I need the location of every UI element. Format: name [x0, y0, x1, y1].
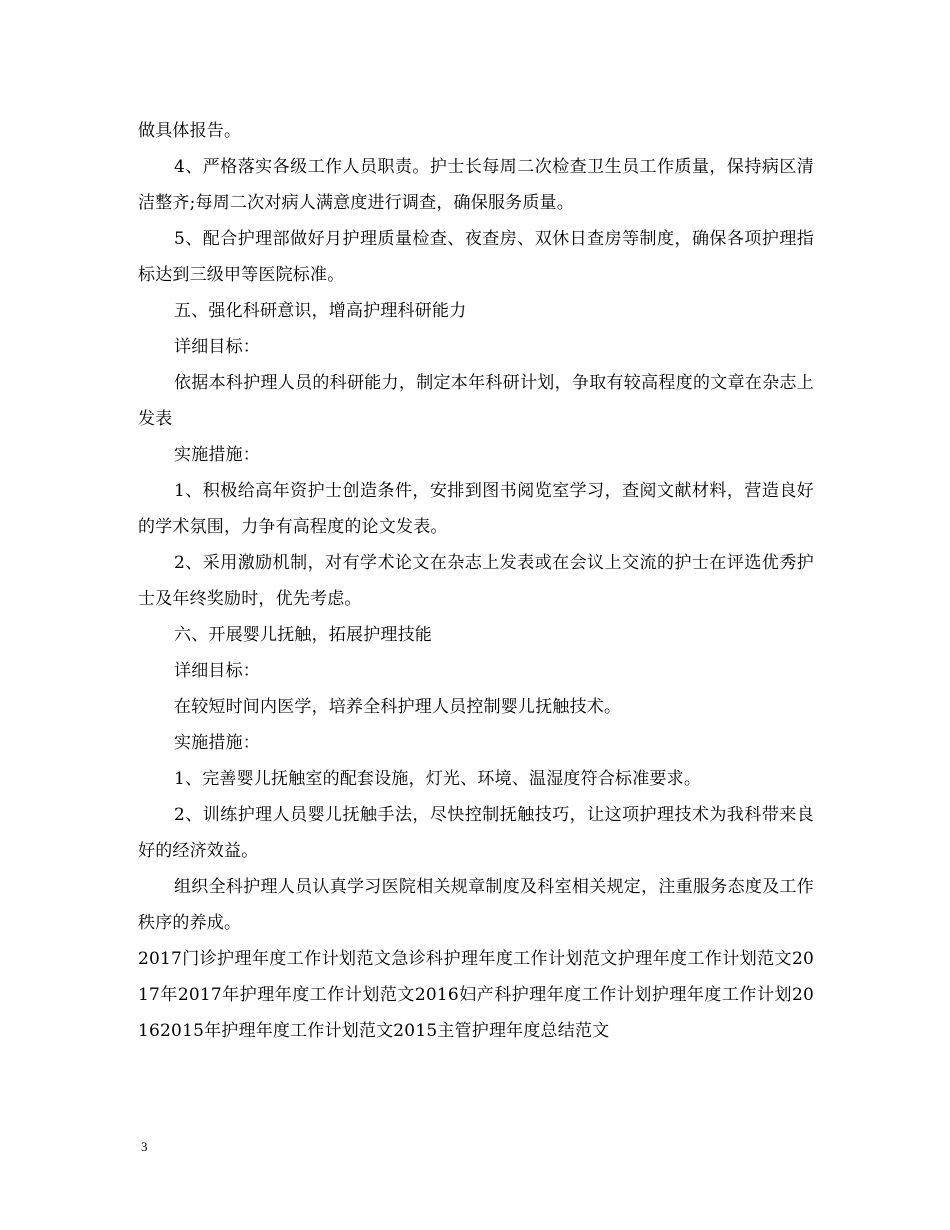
page-number: 3	[141, 1139, 148, 1154]
paragraph: 4、严格落实各级工作人员职责。护士长每周二次检查卫生员工作质量，保持病区清洁整齐;每周二次对病人满意度进行调查，确保服务质量。	[138, 157, 814, 213]
paragraph: 2、训练护理人员婴儿抚触手法，尽快控制抚触技巧，让这项护理技术为我科带来良好的经济效益。	[138, 805, 814, 861]
document-body	[138, 113, 814, 1049]
subheading: 详细目标：	[174, 661, 260, 681]
paragraph: 在较短时间内医学，培养全科护理人员控制婴儿抚触技术。	[174, 697, 622, 717]
paragraph: 1、完善婴儿抚触室的配套设施，灯光、环境、温湿度符合标准要求。	[174, 769, 702, 789]
subheading: 详细目标：	[174, 337, 260, 357]
paragraph: 做具体报告。	[138, 121, 242, 141]
section-heading: 六、开展婴儿抚触，拓展护理技能	[174, 625, 432, 645]
paragraph: 依据本科护理人员的科研能力，制定本年科研计划，争取有较高程度的文章在杂志上发表	[138, 373, 814, 429]
section-heading: 五、强化科研意识，增高护理科研能力	[174, 301, 467, 321]
related-titles-paragraph: 2017门诊护理年度工作计划范文急诊科护理年度工作计划范文护理年度工作计划范文2017年2017年护理年度工作计划范文2016妇产科护理年度工作计划护理年度工作计划20162015年护理年度工作计划范文2015主管护理年度总结范文	[138, 949, 814, 1041]
paragraph: 1、积极给高年资护士创造条件，安排到图书阅览室学习，查阅文献材料，营造良好的学术氛围，力争有高程度的论文发表。	[138, 481, 814, 537]
subheading: 实施措施：	[174, 445, 260, 465]
subheading: 实施措施：	[174, 733, 260, 753]
paragraph: 5、配合护理部做好月护理质量检查、夜查房、双休日查房等制度，确保各项护理指标达到三级甲等医院标准。	[138, 229, 814, 285]
paragraph: 2、采用激励机制，对有学术论文在杂志上发表或在会议上交流的护士在评选优秀护士及年终奖励时，优先考虑。	[138, 553, 814, 609]
paragraph: 组织全科护理人员认真学习医院相关规章制度及科室相关规定，注重服务态度及工作秩序的养成。	[138, 877, 814, 933]
